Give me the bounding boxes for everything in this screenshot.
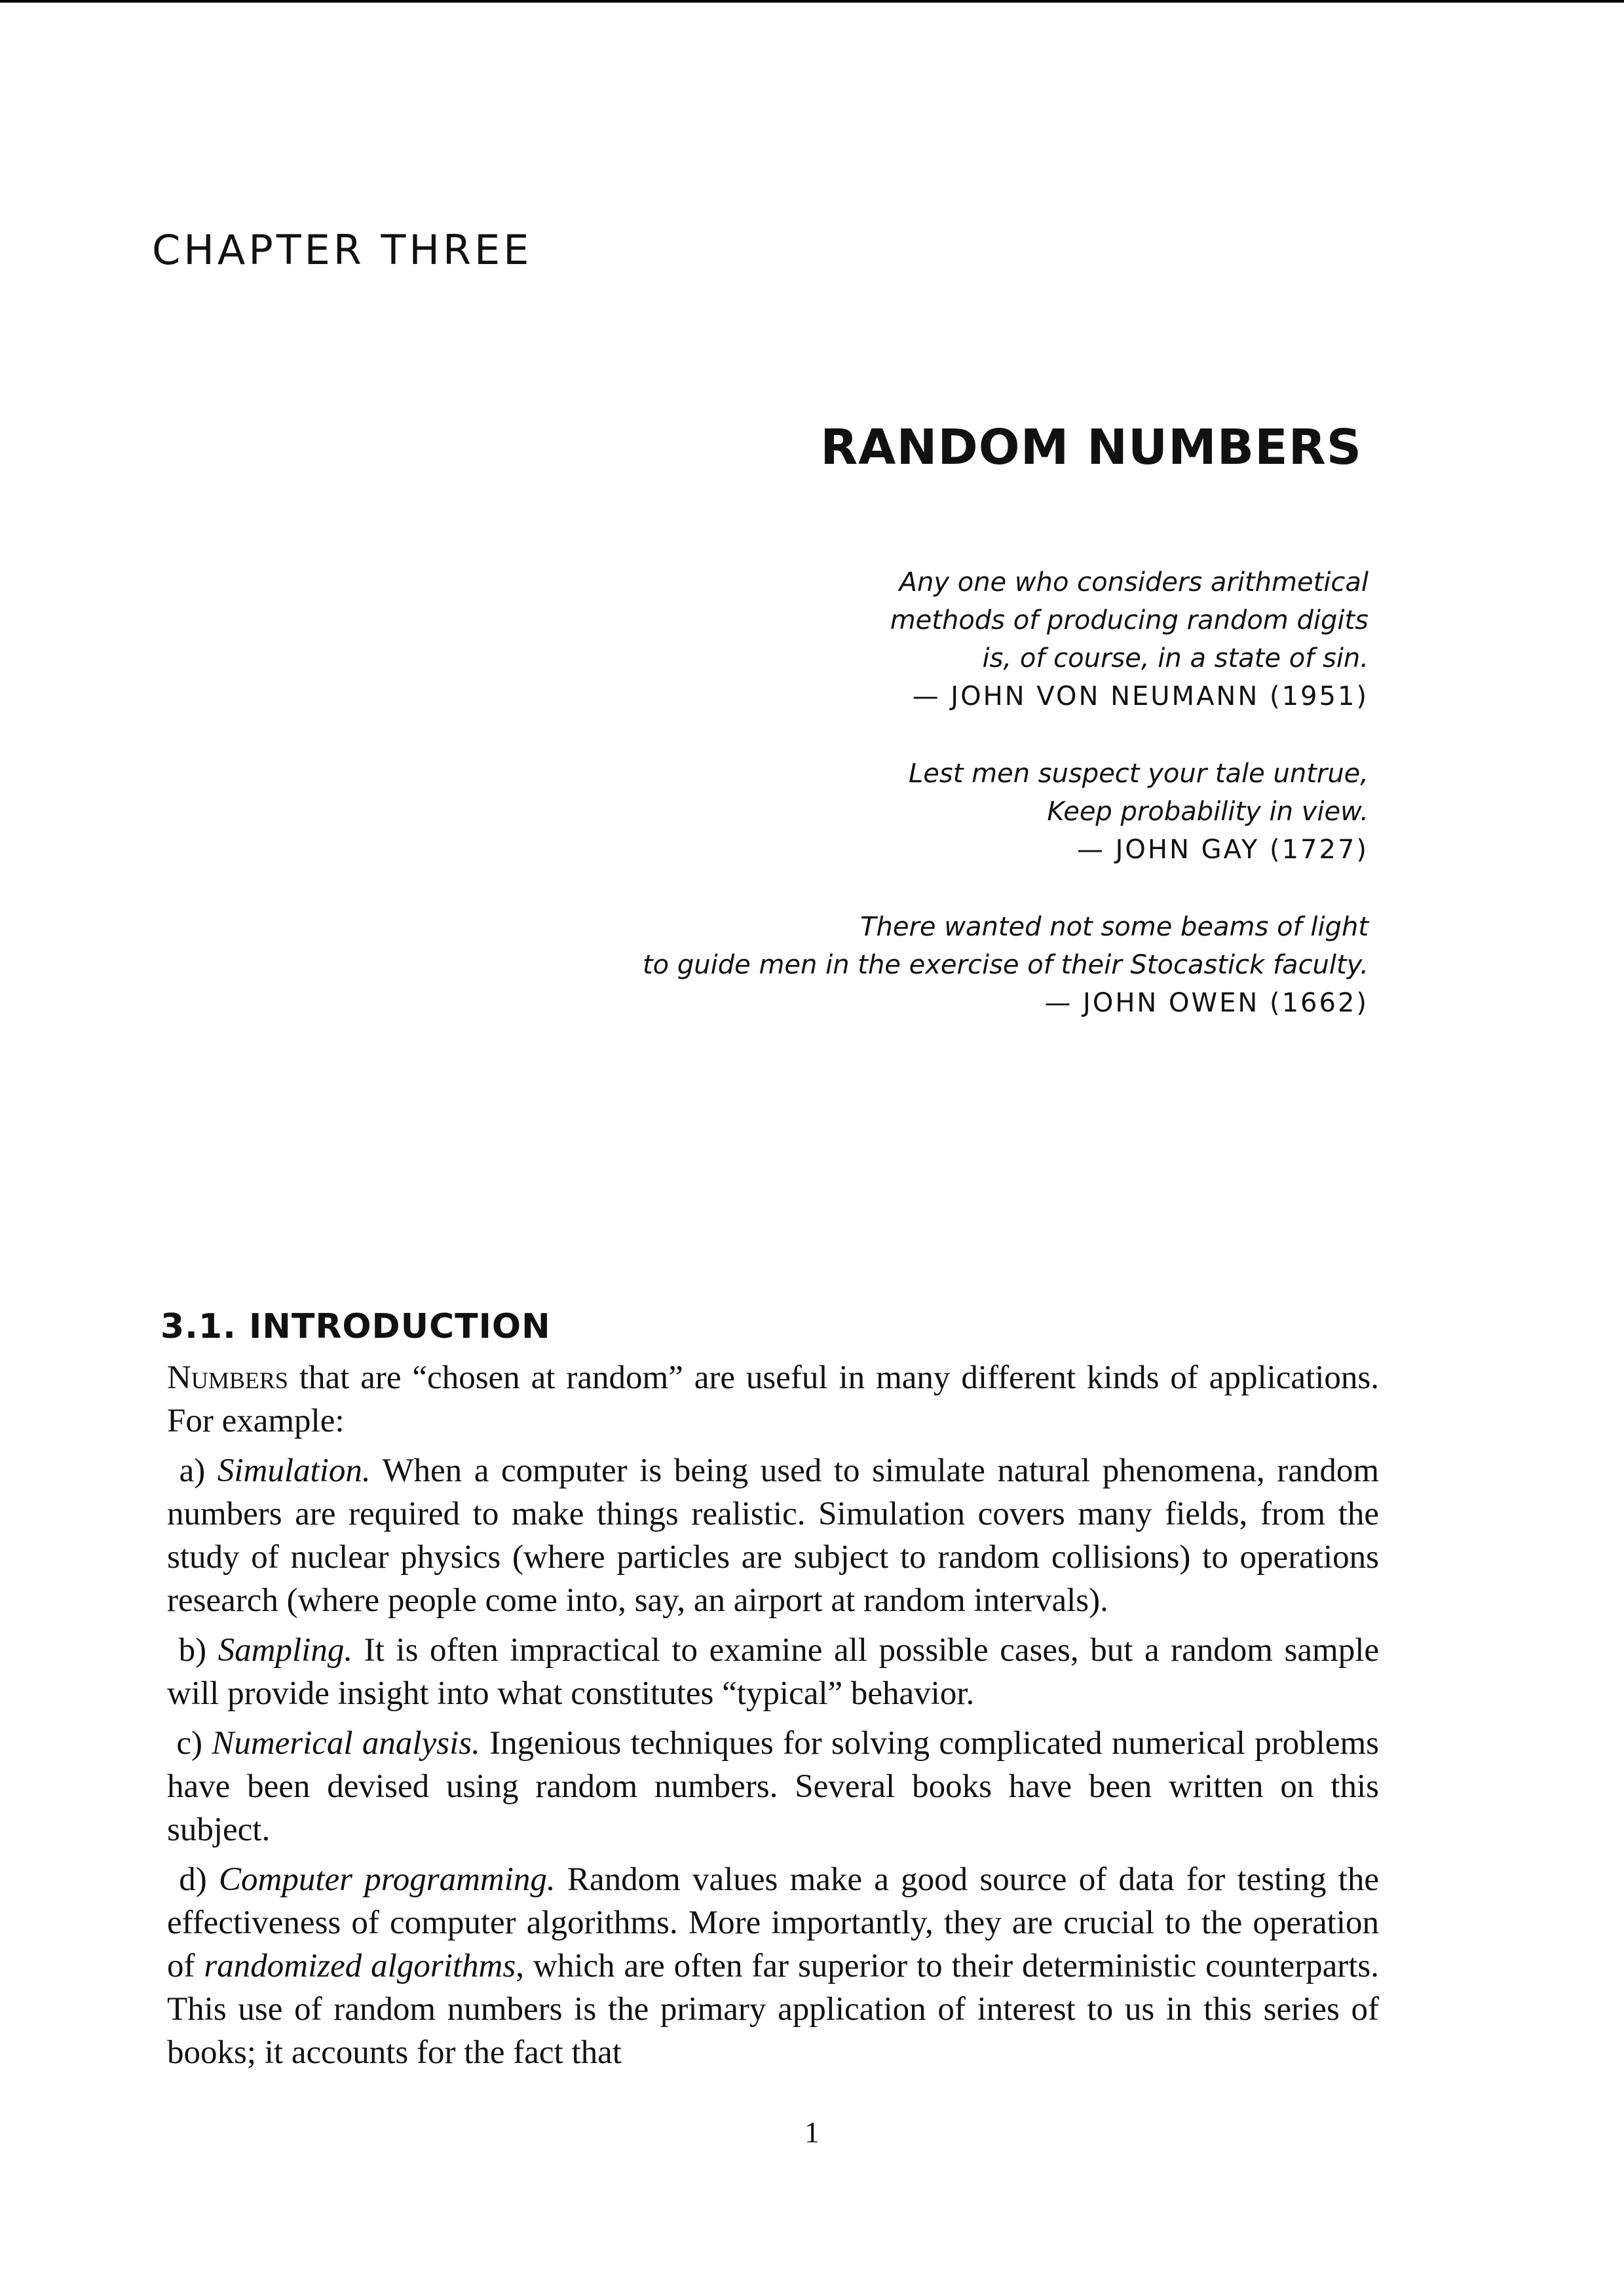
chapter-label: CHAPTER THREE [152, 226, 533, 274]
list-item-simulation [167, 1449, 1379, 1622]
item-text: It is often impractical to examine all possible cases, but a random sample will provide insight into what constitutes “typical” behavior. [167, 1632, 1380, 1712]
epigraph-line: methods of producing random digits [890, 605, 1369, 635]
intro-lead-word: Numbers [167, 1359, 288, 1396]
item-marker: c) [176, 1725, 212, 1762]
epigraph-attribution: — JOHN VON NEUMANN (1951) [912, 681, 1369, 711]
item-marker: a) [179, 1452, 217, 1489]
item-text: Random values make a good source of data for testing the effectiveness of computer algorithms. More importantly, they are crucial to the operation of [167, 1861, 1380, 1984]
list-item-computer-programming [167, 1858, 1379, 2074]
page-number: 1 [804, 2115, 820, 2149]
epigraph-line: to guide men in the exercise of their Stocastick faculty. [643, 950, 1369, 980]
item-text: Ingenious techniques for solving complicated numerical problems have been devised using random numbers. Several books have been written on this subject. [167, 1725, 1380, 1848]
item-emphasis: randomized algorithms [204, 1948, 516, 1984]
item-marker: b) [178, 1632, 218, 1669]
epigraph-owen [255, 908, 1369, 1022]
item-term: Computer programming. [219, 1861, 556, 1898]
epigraph-line: There wanted not some beams of light [860, 912, 1369, 942]
item-term: Sampling. [217, 1632, 353, 1669]
item-term: Simulation. [217, 1452, 371, 1489]
epigraphs [255, 563, 1369, 1061]
epigraph-attribution: — JOHN OWEN (1662) [1044, 988, 1369, 1018]
item-term: Numerical analysis. [212, 1725, 480, 1762]
epigraph-line: Lest men suspect your tale untrue, [909, 759, 1369, 789]
epigraph-line: is, of course, in a state of sin. [982, 643, 1369, 673]
epigraph-attribution: — JOHN GAY (1727) [1076, 835, 1369, 865]
item-marker: d) [179, 1861, 219, 1898]
chapter-title: RANDOM NUMBERS [820, 419, 1362, 476]
item-text: , which are often far superior to their deterministic counterparts. This use of random numbers is the primary application of interest to us in this series of books; it accounts for the fact that [167, 1948, 1379, 2071]
epigraph-line: Keep probability in view. [1047, 797, 1369, 827]
top-rule [0, 0, 1624, 3]
section-heading: 3.1. INTRODUCTION [161, 1307, 551, 1346]
epigraph-line: Any one who considers arithmetical [899, 567, 1369, 597]
intro-paragraph [167, 1356, 1379, 1443]
epigraph-gay [255, 755, 1369, 869]
intro-text: that are “chosen at random” are useful in many different kinds of applications. For example: [167, 1359, 1379, 1439]
epigraph-von-neumann [255, 563, 1369, 715]
list-item-sampling [167, 1629, 1379, 1715]
item-text: When a computer is being used to simulate natural phenomena, random numbers are required to make things realistic. Simulation covers many fields, from the study of nuclear physics (where particles are subject to random collisions) to operations research (where people come into, say, an airport at random intervals). [167, 1452, 1380, 1619]
body-text [167, 1356, 1379, 2081]
list-item-numerical-analysis [167, 1722, 1379, 1851]
